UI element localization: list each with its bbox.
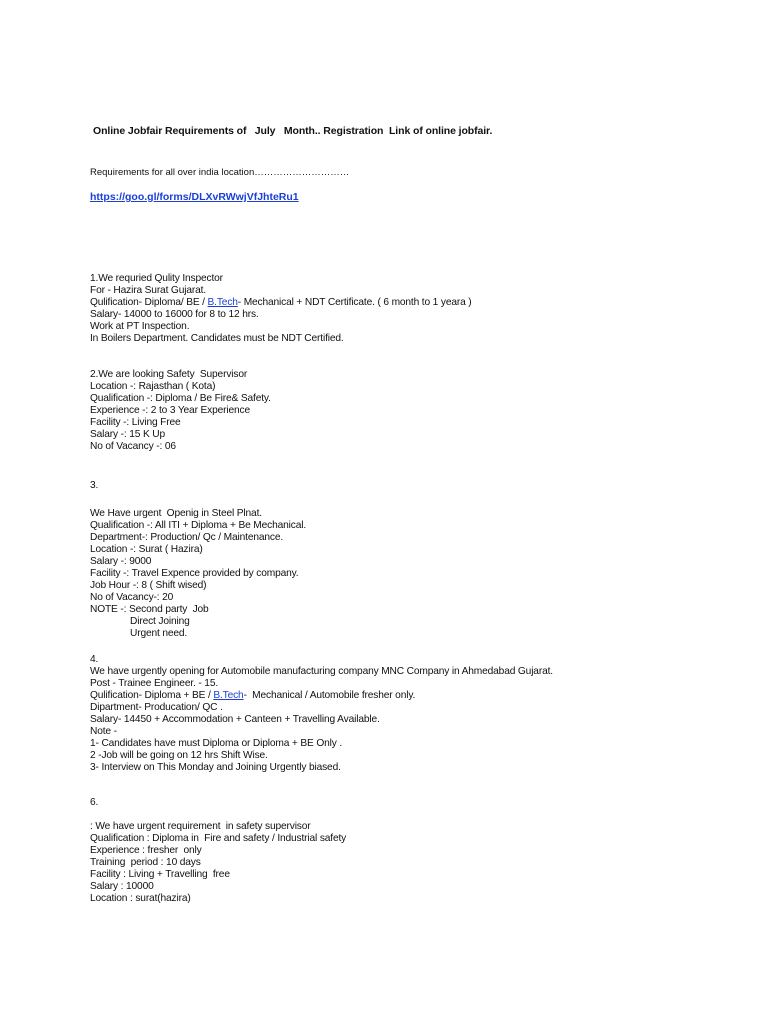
job-6-heading: : We have urgent requirement in safety supervisor bbox=[90, 821, 311, 832]
job-2-vacancy: No of Vacancy -: 06 bbox=[90, 441, 176, 452]
btech-link-2[interactable]: B.Tech bbox=[213, 690, 244, 701]
job-6-number-block bbox=[90, 797, 98, 809]
job-3-note-direct: Direct Joining bbox=[130, 616, 190, 627]
page-title: Online Jobfair Requirements of July Month.. Registration Link of online jobfair. bbox=[93, 125, 493, 137]
job-3-location: Location -: Surat ( Hazira) bbox=[90, 544, 203, 555]
job-2-qualification: Qualification -: Diploma / Be Fire& Safety. bbox=[90, 393, 271, 404]
job-1-section bbox=[90, 273, 472, 345]
job-3-number-block bbox=[90, 480, 98, 492]
job-4-note: Note - bbox=[90, 726, 117, 737]
job-4-post: Post - Trainee Engineer. - 15. bbox=[90, 678, 219, 689]
job-3-job-hour: Job Hour -: 8 ( Shift wised) bbox=[90, 580, 207, 591]
job-4-department: Dipartment- Producation/ QC . bbox=[90, 702, 223, 713]
job-2-facility: Facility -: Living Free bbox=[90, 417, 181, 428]
job-1-salary: Salary- 14000 to 16000 for 8 to 12 hrs. bbox=[90, 309, 259, 320]
job-1-qualification bbox=[90, 297, 472, 309]
job-4-qualification bbox=[90, 690, 553, 702]
job-3-heading: We Have urgent Openig in Steel Plnat. bbox=[90, 508, 262, 519]
job-4-note-1: 1- Candidates have must Diploma or Diploma + BE Only . bbox=[90, 738, 343, 749]
job-6-experience: Experience : fresher only bbox=[90, 845, 202, 856]
job-4-qualification-text: Qulification- Diploma + BE / bbox=[90, 690, 214, 701]
job-1-heading: 1.We requried Qulity Inspector bbox=[90, 273, 223, 284]
subtitle: Requirements for all over india location………………………… bbox=[90, 167, 350, 178]
job-6-location: Location : surat(hazira) bbox=[90, 893, 191, 904]
job-3-note: NOTE -: Second party Job bbox=[90, 604, 209, 615]
job-3-vacancy: No of Vacancy-: 20 bbox=[90, 592, 174, 603]
job-4-heading: We have urgently opening for Automobile manufacturing company MNC Company in Ahmedabad Gujarat. bbox=[90, 666, 553, 677]
job-3-note-urgent: Urgent need. bbox=[130, 628, 188, 639]
job-6-training: Training period : 10 days bbox=[90, 857, 201, 868]
job-3-facility: Facility -: Travel Expence provided by company. bbox=[90, 568, 299, 579]
job-6-number: 6. bbox=[90, 797, 99, 808]
job-2-experience: Experience -: 2 to 3 Year Experience bbox=[90, 405, 250, 416]
job-1-department: In Boilers Department. Candidates must be NDT Certified. bbox=[90, 333, 344, 344]
job-3-department: Department-: Production/ Qc / Maintenance. bbox=[90, 532, 284, 543]
job-6-qualification: Qualification : Diploma in Fire and safety / Industrial safety bbox=[90, 833, 347, 844]
job-2-heading: 2.We are looking Safety Supervisor bbox=[90, 369, 248, 380]
job-3-section bbox=[90, 508, 306, 640]
job-4-qualification-rest: - Mechanical / Automobile fresher only. bbox=[243, 690, 416, 701]
job-2-section bbox=[90, 369, 271, 453]
job-2-salary: Salary -: 15 K Up bbox=[90, 429, 166, 440]
job-4-number: 4. bbox=[90, 654, 99, 665]
job-4-section bbox=[90, 654, 553, 774]
job-2-location: Location -: Rajasthan ( Kota) bbox=[90, 381, 216, 392]
job-1-qualification-rest: - Mechanical + NDT Certificate. ( 6 month to 1 yeara ) bbox=[237, 297, 472, 308]
job-1-work: Work at PT Inspection. bbox=[90, 321, 190, 332]
job-4-salary: Salary- 14450 + Accommodation + Canteen + Travelling Available. bbox=[90, 714, 380, 725]
job-1-location: For - Hazira Surat Gujarat. bbox=[90, 285, 206, 296]
job-6-salary: Salary : 10000 bbox=[90, 881, 154, 892]
btech-link[interactable]: B.Tech bbox=[207, 297, 238, 308]
registration-link[interactable]: https://goo.gl/forms/DLXvRWwjVfJhteRu1 bbox=[90, 191, 299, 203]
job-3-qualification: Qualification -: All ITI + Diploma + Be Mechanical. bbox=[90, 520, 307, 531]
job-6-facility: Facility : Living + Travelling free bbox=[90, 869, 230, 880]
job-3-salary: Salary -: 9000 bbox=[90, 556, 152, 567]
job-4-note-3: 3- Interview on This Monday and Joining Urgently biased. bbox=[90, 762, 341, 773]
job-1-qualification-text: Qulification- Diploma/ BE / bbox=[90, 297, 208, 308]
job-6-section bbox=[90, 821, 346, 905]
job-4-note-2: 2 -Job will be going on 12 hrs Shift Wise. bbox=[90, 750, 268, 761]
job-3-number: 3. bbox=[90, 480, 99, 491]
